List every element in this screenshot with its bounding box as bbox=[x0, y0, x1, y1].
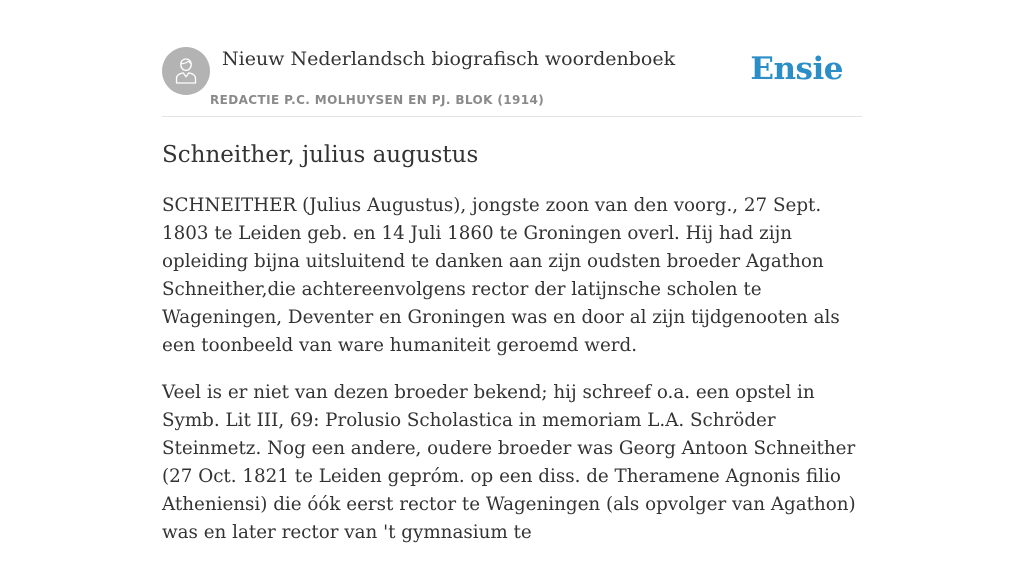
source-header bbox=[162, 46, 862, 117]
ensie-logo[interactable]: Ensie bbox=[750, 51, 843, 87]
source-title[interactable]: Nieuw Nederlandsch biografisch woordenboek bbox=[222, 48, 676, 70]
person-outline-icon bbox=[174, 57, 198, 85]
source-editors: REDACTIE P.C. MOLHUYSEN EN PJ. BLOK (1914) bbox=[210, 93, 545, 107]
user-avatar-icon[interactable] bbox=[162, 47, 210, 95]
article-paragraph-1: SCHNEITHER (Julius Augustus), jongste zoon van den voorg., 27 Sept. 1803 te Leiden geb. en 14 Juli 1860 te Groningen overl. Hij had zijn opleiding bijna uitsluitend te danken aan zijn oudsten broeder Agathon Schneither,die achtereenvolgens rector der latijnsche scholen te Wageningen, Deventer en Groningen was en door al zijn tijdgenooten als een toonbeeld van ware humaniteit geroemd werd. bbox=[162, 195, 840, 356]
article-body bbox=[162, 192, 862, 566]
article-paragraph-2: Veel is er niet van dezen broeder bekend; hij schreef o.a. een opstel in Symb. Lit III, 69: Prolusio Scholastica in memoriam L.A. Schröder Steinmetz. Nog een andere, oudere broeder was Georg Antoon Schneither (27 Oct. 1821 te Leiden gepróm. op een diss. de Theramene Agnonis filio Atheniensi) die óók eerst rector te Wageningen (als opvolger van Agathon) was en later rector van 't gymnasium te bbox=[162, 382, 856, 543]
article-title: Schneither, julius augustus bbox=[162, 142, 479, 168]
